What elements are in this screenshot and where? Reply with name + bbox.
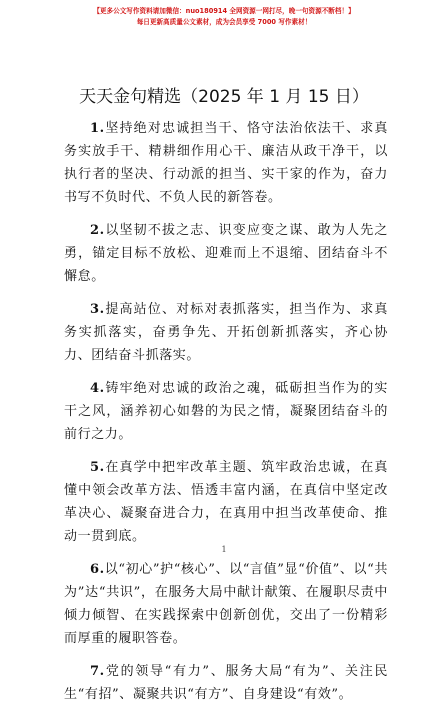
page-number: 1	[221, 545, 227, 554]
paragraph-number: 1.	[90, 121, 105, 136]
paragraph-text: 党的领导“有力”、服务大局“有为”、关注民生“有招”、凝聚共识“有方”、自身建设“有效”。	[64, 664, 388, 702]
paragraph-number: 2.	[90, 223, 105, 238]
paragraph-number: 7.	[90, 664, 105, 679]
paragraph-7	[64, 660, 388, 706]
banner-line-2: 每日更新高质量公文素材，成为会员享受 7000 写作素材！	[136, 17, 312, 26]
paragraph-text: 铸牢绝对忠诚的政治之魂，砥砺担当作为的实干之风，涵养初心如磐的为民之情，凝聚团结奋斗的前行之力。	[64, 381, 388, 442]
page-title: 天天金句精选（2025 年 1 月 15 日）	[79, 87, 369, 107]
paragraph-number: 4.	[90, 381, 105, 396]
paragraph-3	[64, 298, 388, 367]
banner-line-1: 【更多公文写作资料请加微信：nuo180914 全网资源一网打尽，晚一句资源不断档！】	[93, 7, 355, 15]
paragraph-4	[64, 377, 388, 446]
paragraph-text: 坚持绝对忠诚担当干、恪守法治依法干、求真务实放手干、精耕细作用心干、廉洁从政干净干，以执行者的坚决、行动派的担当、实干家的作为，奋力书写不负时代、不负人民的新答卷。	[64, 121, 388, 205]
document-body	[64, 117, 388, 716]
paragraph-6	[64, 558, 388, 650]
paragraph-number: 5.	[90, 460, 105, 475]
paragraph-1	[64, 117, 388, 209]
paragraph-text: 以“初心”护“核心”、以“言值”显“价值”、以“共为”达“共识”，在服务大局中献计献策、在履职尽责中倾力倾智、在实践探索中创新创优，交出了一份精彩而厚重的履职答卷。	[64, 562, 388, 646]
paragraph-5	[64, 456, 388, 548]
paragraph-text: 提高站位、对标对表抓落实，担当作为、求真务实抓落实，奋勇争先、开拓创新抓落实，齐心协力、团结奋斗抓落实。	[64, 302, 388, 363]
paragraph-2	[64, 219, 388, 288]
paragraph-number: 6.	[90, 562, 105, 577]
paragraph-text: 以坚韧不拔之志、识变应变之谋、敢为人先之勇，锚定目标不放松、迎难而上不退缩、团结奋斗不懈怠。	[64, 223, 388, 284]
promo-banner	[0, 6, 448, 27]
paragraph-number: 3.	[90, 302, 105, 317]
paragraph-text: 在真学中把牢改革主题、筑牢政治忠诚，在真懂中领会改革方法、悟透丰富内涵，在真信中坚定改革决心、凝聚奋进合力，在真用中担当改革使命、推动一贯到底。	[64, 460, 388, 544]
